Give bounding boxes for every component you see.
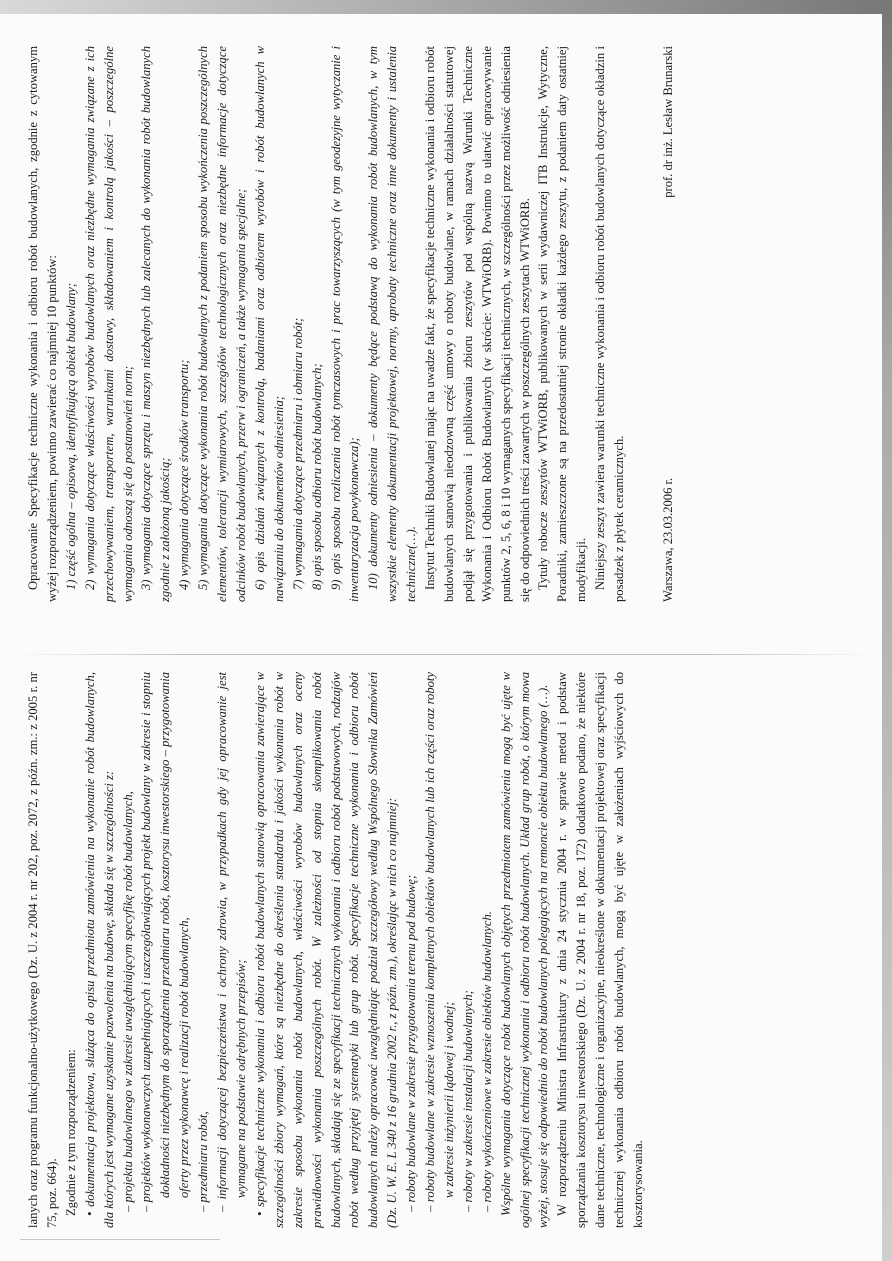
paragraph-common-requirements: Wspólne wymagania dotyczące robót budowlanych objętych przedmiotem zamówienia mogą być ujęte w ogólnej specyfikacji technicznej wykonania i odbioru robót budowlanych. Układ grup robót, o którym mowa wyżej, stosuje się odpowiednio do robót budowlanych polegających na remoncie obiektu budowlanego (…).	[498, 672, 551, 1228]
list-item: 9) opis sposobu rozliczenia robót tymczasowych i prac towarzyszących (w tym geodezyjne wytyczanie i inwentaryzacja powykonawcza);	[328, 46, 362, 602]
paragraph-scope: Opracowanie Specyfikacje techniczne wykonania i odbioru robót budowlanych, zgodnie z cytowanym wyżej rozporządzeniem, powinno zawierać co najmniej 10 punktów:	[26, 46, 59, 602]
rotated-page	[14, 10, 874, 1250]
list-item: 6) opis działań związanych z kontrolą, badaniami oraz odbiorem wyrobów i robót budowlanych w nawiązaniu do dokumentów odniesienia;	[252, 46, 286, 602]
left-column	[24, 672, 648, 1228]
list-item: – roboty wykończeniowe w zakresie obiektów budowlanych.	[479, 911, 494, 1212]
margin-rule	[20, 1239, 220, 1240]
list-item: 1) część ogólna – opisową, identyfikującą obiekt budowlany;	[63, 282, 78, 590]
list-item: – projektu budowlanego w zakresie uwzględniającym specyfikę robót budowlanych,	[120, 791, 135, 1212]
list-item: – roboty budowlane w zakresie przygotowania terenu pod budowę;	[404, 874, 419, 1212]
bullet-specifications: • specyfikacje techniczne wykonania i odbioru robót budowlanych stanowią opracowania zawierające w szczególności zbiory wymagań, które są niezbędne do określenia standardu i jakości wykonania robót w zakresie sposobu wykonania robót budowlanych, właściwości wyrobów budowlanych oraz oceny prawidłowości wykonania poszczególnych robót. W zależności od stopnia skomplikowania robót budowlanych, składają się ze specyfikacji technicznych wykonania i odbioru robót podstawowych, rodzajów robót według przyjętej systematyki lub grup robót. Specyfikacje techniczne wykonania i odbioru robót budowlanych należy opracować uwzględniając podział szczegółowy według Wspólnego Słownika Zamówień (Dz. U. W. E. L 340 z 16 grudnia 2002 r., z późn. zm.), określając w nich co najmniej:	[252, 672, 400, 1228]
list-item: – informacji dotyczącej bezpieczeństwa i ochrony zdrowia, w przypadkach gdy jej opracowanie jest wymagane na podstawie odrębnych przepisów;	[215, 672, 248, 1212]
bullet-project-docs: • dokumentacja projektowa, służąca do opisu przedmiotu zamówienia na wykonanie robót budowlanych, dla których jest wymagane uzyskanie pozwolenia na budowę, składa się w szczególności z:	[82, 672, 116, 1228]
signature: prof. dr inż. Lesław Brunarski	[661, 46, 675, 198]
scan-right-edge	[882, 0, 892, 1261]
list-item: – przedmiaru robót,	[196, 1111, 211, 1212]
paragraph-regulation: Zgodnie z tym rozporządzeniem:	[63, 1049, 78, 1216]
list-item: 3) wymagania dotyczące sprzętu i maszyn niezbędnych lub zalecanych do wykonania robót budowlanych zgodnie z założoną jakością;	[139, 46, 173, 602]
paragraph-this-volume: Niniejszy zeszyt zawiera warunki techniczne wykonania i odbioru robót budowlanych dotyczące okładzin i posadzek z płytek ceramicznych.	[593, 46, 627, 602]
right-column	[24, 46, 678, 602]
paragraph-intro: lanych oraz programu funkcjonalno-użytkowego (Dz. U. z 2004 r. nr 202, poz. 2072, z późn. zm.: z 2005 r. nr 75, poz. 664).	[26, 672, 59, 1228]
paragraph-itb: Instytut Techniki Budowlanej mając na uwadze fakt, że specyfikacje techniczne wykonania i odbioru robót budowlanych stanowią nieodzowną część umowy o roboty budowlane, w ramach działalności statutowej podjął się przygotowania i publikowania zbioru zeszytów pod wspólną nazwą Warunki Techniczne Wykonania i Odbioru Robót Budowlanych (w skrócie: WTWiORB). Powinno to ułatwić opracowywanie punktów 2, 5, 6, 8 i 10 wymaganych specyfikacji technicznych, w szczególności przez możliwość odniesienia się do odpowiednich treści zawartych w poszczególnych zeszytach WTWiORB.	[423, 46, 532, 602]
list-item: – roboty w zakresie instalacji budowlanych;	[460, 990, 475, 1212]
list-item: – projektów wykonawczych uzupełniających i uszczegóławiających projekt budowlany w zakresie i stopniu dokładności niezbędnym do sporządzenia przedmiaru robót, kosztorysu inwestorskiego – przygotowania oferty przez wykonawcę i realizacji robót budowlanych,	[139, 672, 192, 1212]
list-item: 7) wymagania dotyczące przedmiaru i obmiaru robót;	[290, 317, 305, 590]
list-item: 2) wymagania dotyczące właściwości wyrobów budowlanych oraz niezbędne wymagania związane z ich przechowywaniem, transportem, warunkami dostawy, składowaniem i kontrolą jakości – poszczególne wymagania odnoszą się do postanowień norm;	[82, 46, 135, 602]
fold-line	[14, 654, 874, 655]
list-item: 5) wymagania dotyczące wykonania robót budowlanych z podaniem sposobu wykończenia poszczególnych elementów, tolerancji wymiarowych, szczegółów technologicznych oraz niezbędne informacje dotyczące odcinków robót budowlanych, przerw i ograniczeń, a także wymagania specjalne;	[196, 46, 248, 602]
list-item: 8) opis sposobu odbioru robót budowlanych;	[309, 363, 324, 590]
paragraph-cost-estimate: W rozporządzeniu Ministra Infrastruktury z dnia 24 stycznia 2004 r. w sprawie metod i podstaw sporządzania kosztorysu inwestorskiego (Dz. U. z 2004 r. nr 18, poz. 172) dodatkowo podano, że niektóre dane techniczne, technologiczne i organizacyjne, nieokreślone w dokumentacji projektowej oraz specyfikacji technicznej wykonania odbioru robót budowlanych, mogą być ujęte w założeniach wyjściowych do kosztorysowania.	[555, 672, 645, 1228]
place-date: Warszawa, 23.03.2006 r.	[661, 477, 675, 602]
list-item: 4) wymagania dotyczące środków transportu;	[177, 359, 192, 590]
paragraph-titles: Tytuły robocze zeszytów WTWiORB, publikowanych w serii wydawniczej ITB Instrukcje, Wytyczne, Poradniki, zamieszczone są na przedostatniej stronie okładki każdego zeszytu, z podaniem daty ostatniej modyfikacji.	[536, 46, 589, 602]
signature-row	[659, 46, 678, 602]
list-item: – roboty budowlane w zakresie wznoszenia kompletnych obiektów budowlanych lub ich części oraz roboty w zakresie inżynierii lądowej i wodnej;	[423, 672, 456, 1212]
list-item: 10) dokumenty odniesienia – dokumenty będące podstawą do wykonania robót budowlanych, w tym wszystkie elementy dokumentacji projektowej, normy, aprobaty techniczne oraz inne dokumenty i ustalenia techniczne(…).	[366, 46, 419, 602]
